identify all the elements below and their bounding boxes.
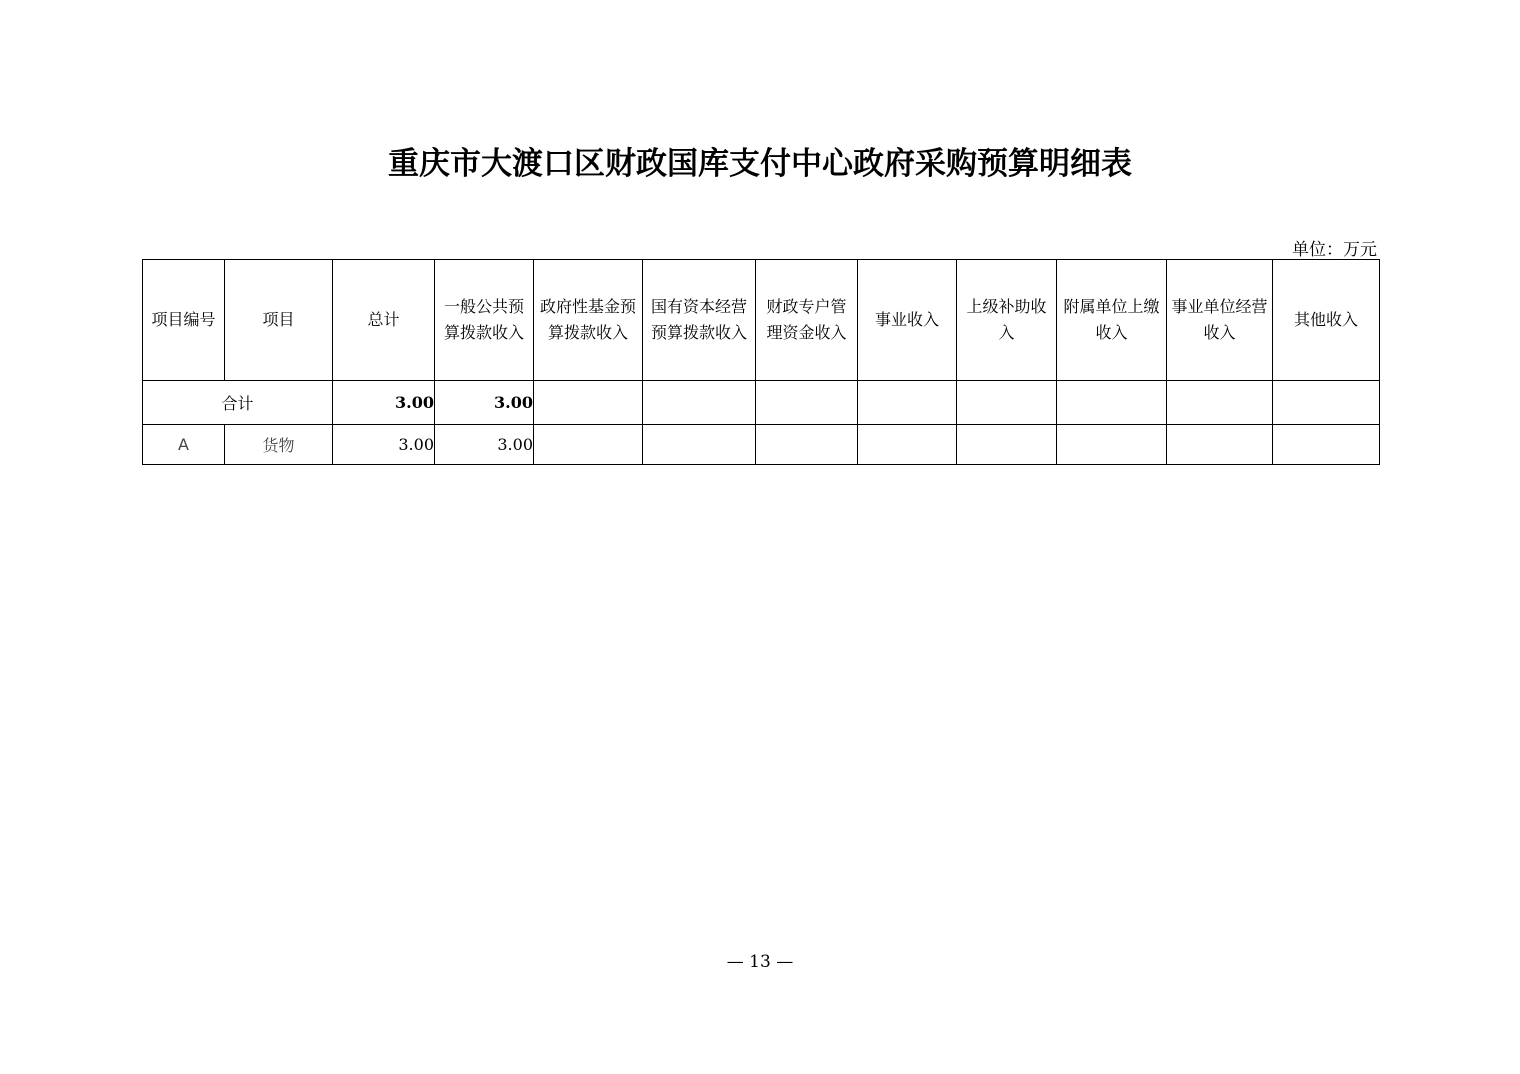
header-gov-fund: 政府性基金预算拨款收入 [534,260,643,381]
total-cell [756,381,858,425]
total-cell [1167,381,1273,425]
row-item: 货物 [225,425,333,465]
header-operating-income: 事业单位经营收入 [1167,260,1273,381]
header-other-income: 其他收入 [1273,260,1380,381]
budget-table [142,259,1380,465]
header-row [143,260,1380,381]
total-cell [534,381,643,425]
row-cell [643,425,756,465]
total-cell [957,381,1057,425]
header-special-account: 财政专户管理资金收入 [756,260,858,381]
total-cell [1057,381,1167,425]
row-code: A [143,425,225,465]
row-total: 3.00 [333,425,435,465]
header-business-income: 事业收入 [858,260,957,381]
header-superior-subsidy: 上级补助收入 [957,260,1057,381]
table-row [143,425,1380,465]
total-cell [1273,381,1380,425]
header-item: 项目 [225,260,333,381]
page-title: 重庆市大渡口区财政国库支付中心政府采购预算明细表 [388,146,1132,182]
row-cell [1273,425,1380,465]
header-subsidiary-remit: 附属单位上缴收入 [1057,260,1167,381]
total-row [143,381,1380,425]
total-cell [643,381,756,425]
row-cell [858,425,957,465]
page-number: — 13 — [726,952,794,972]
total-cell [858,381,957,425]
header-state-capital: 国有资本经营预算拨款收入 [643,260,756,381]
total-label: 合计 [143,381,333,425]
header-total: 总计 [333,260,435,381]
row-cell [534,425,643,465]
header-general-budget: 一般公共预算拨款收入 [435,260,534,381]
unit-label: 单位：万元 [1292,240,1377,260]
header-code: 项目编号 [143,260,225,381]
total-general-budget: 3.00 [435,381,534,425]
row-cell [1167,425,1273,465]
row-cell [957,425,1057,465]
row-cell [1057,425,1167,465]
total-sum: 3.00 [333,381,435,425]
row-general-budget: 3.00 [435,425,534,465]
row-cell [756,425,858,465]
